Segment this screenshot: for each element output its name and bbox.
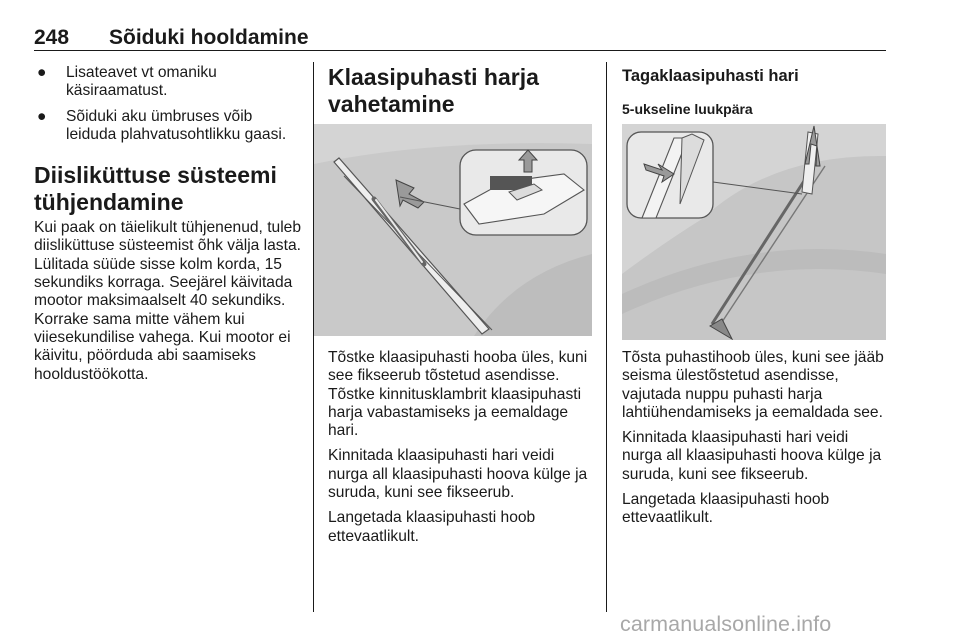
section-heading-fuel-bleed: Diisliküttuse süsteemi tühjendamine bbox=[34, 162, 277, 215]
fuel-bleed-body: Kui paak on täielikult tühjenenud, tuleb diisliküttuse süsteemist õhk välja lasta. Lülitada süüde sisse kolm korda, 15 sekundiks korraga. Seejärel käivitada mootor maksimaalselt 40 sekundiks. Korrake sama mitte vähem kui viiesekundilise vahega. Kui mootor ei käivitu, pöörduda abi saamiseks hooldustöökotta. bbox=[34, 219, 302, 383]
bullet-text: Lisateavet vt omaniku käsiraamatust. bbox=[66, 64, 217, 100]
rear-wiper-svg bbox=[622, 124, 886, 340]
page-number: 248 bbox=[34, 26, 70, 49]
section-heading-wiper: Klaasipuhasti harja vahetamine bbox=[328, 64, 539, 117]
column-3 bbox=[622, 66, 888, 118]
wiper-instructions bbox=[328, 349, 593, 553]
rear-wiper-step-3: Langetada klaasipuhasti hoob ettevaatlikult. bbox=[622, 491, 830, 527]
page-header bbox=[34, 26, 886, 51]
wiper-step-2: Kinnitada klaasipuhasti hari veidi nurga all klaasipuhasti hoova külge ja suruda, kuni see fikseerub. bbox=[328, 447, 588, 502]
bullet-list bbox=[34, 64, 304, 144]
rear-wiper-step-2: Kinnitada klaasipuhasti hari veidi nurga all klaasipuhasti hoova külge ja suruda, kuni see fikseerub. bbox=[622, 429, 882, 483]
watermark: carmanualsonline.info bbox=[620, 612, 832, 636]
wiper-step-1: Tõstke klaasipuhasti hooba üles, kuni see fikseerub tõstetud asendisse. Tõstke kinnitusklambrit klaasipuhasti harja vabastamiseks ja eemaldage hari. bbox=[328, 349, 588, 440]
bullet-item bbox=[34, 108, 304, 145]
rear-wiper-instructions bbox=[622, 349, 888, 535]
windscreen-wiper-svg bbox=[314, 124, 592, 336]
section-title: Sõiduki hooldamine bbox=[109, 26, 309, 49]
column-1 bbox=[34, 64, 304, 391]
subheading-hatchback: 5-ukseline luukpära bbox=[622, 101, 753, 117]
wiper-step-3: Langetada klaasipuhasti hoob ettevaatlikult. bbox=[328, 509, 536, 545]
bullet-dot: ● bbox=[37, 107, 47, 125]
bullet-dot: ● bbox=[37, 64, 47, 81]
bullet-text: Sõiduki aku ümbruses võib leiduda plahvatusohtlikku gaasi. bbox=[66, 107, 287, 143]
rear-wiper-illustration bbox=[622, 124, 886, 340]
windscreen-wiper-illustration bbox=[314, 124, 592, 336]
column-2 bbox=[328, 64, 593, 117]
column-divider-2 bbox=[606, 62, 607, 612]
rear-wiper-step-1: Tõsta puhastihoob üles, kuni see jääb seisma ülestõstetud asendisse, vajutada nuppu puhasti harja lahtiühendamiseks ja eemaldada see. bbox=[622, 349, 884, 421]
section-heading-rear-wiper: Tagaklaasipuhasti hari bbox=[622, 67, 799, 85]
bullet-item bbox=[34, 64, 304, 101]
